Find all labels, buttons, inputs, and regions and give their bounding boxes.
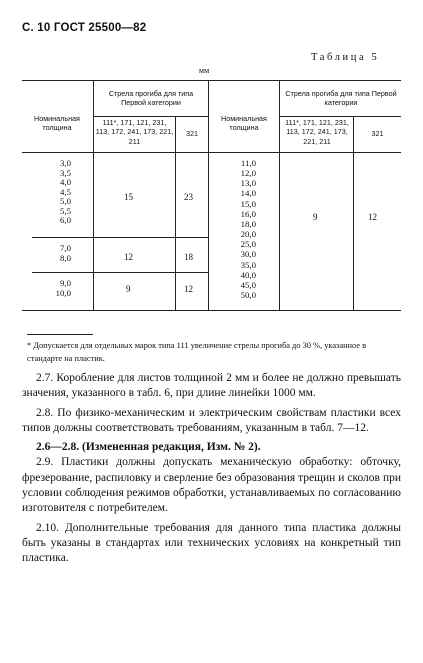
paragraph: 2.8. По физико-механическим и электрическим свойствам пластики всех типов должны соответствовать требованиям, указанным в табл. 7—12.: [22, 406, 401, 434]
table-caption: Таблица 5: [311, 52, 380, 63]
table-cell: 3,0: [60, 158, 71, 168]
table-sub-rule-right: [279, 116, 401, 117]
table-cell: 16,0: [240, 208, 256, 219]
table-cell: 13,0: [240, 178, 256, 189]
table-header-rule: [22, 152, 401, 153]
table-cell: 12: [124, 252, 133, 262]
table-cell: 23: [184, 192, 193, 202]
paragraph: 2.9. Пластики должны допускать механическую обработку: обточку, фрезерование, распиловку и сверление без образования трещин и сколов при условии соблюдения режимов обработки, устанавливаемых по согласованию изготовителя с потребителем.: [22, 456, 401, 515]
thickness-list: [47, 159, 71, 226]
table-cell: 9: [313, 212, 318, 222]
table-sub-rule-left: [93, 116, 208, 117]
amendment-text: 2.6—2.8. (Измененная редакция, Изм. № 2).: [36, 441, 261, 454]
table-cell: 7,0: [60, 243, 71, 253]
footnote-rule: [27, 334, 93, 335]
table-cell: 15: [124, 192, 133, 202]
body-text: [22, 371, 401, 567]
page-header: С. 10 ГОСТ 25500—82: [22, 22, 147, 34]
thickness-list: [47, 279, 71, 298]
table-cell: 30,0: [240, 249, 256, 260]
table-cell: 40,0: [240, 269, 256, 280]
table-cell: 6,0: [60, 215, 71, 226]
table-cell: 4,0: [60, 177, 71, 188]
table-cell: 35,0: [240, 259, 256, 270]
thickness-list: [47, 244, 71, 263]
col-divider: [93, 80, 94, 310]
col-header-types: 111*, 171, 121, 231, 113, 172, 241, 173, 221, 211: [285, 118, 349, 146]
table-cell: 3,5: [60, 167, 71, 178]
col-header-321: 321: [186, 129, 198, 138]
paragraph: 2.7. Коробление для листов толщиной 2 мм и более не должно превышать значения, указанного в табл. 6, при длине линейки 1000 мм.: [22, 372, 401, 400]
table-cell: 14,0: [240, 188, 256, 199]
col-divider: [175, 116, 176, 310]
col-header-321: 321: [371, 129, 384, 138]
table-cell: 8,0: [60, 252, 71, 263]
table-cell: 12: [184, 284, 193, 294]
table-unit: мм: [199, 66, 210, 75]
table-cell: 15,0: [240, 198, 256, 209]
table-cell: 5,0: [60, 196, 71, 207]
table-cell: 20,0: [240, 229, 256, 240]
table-cell: 12: [368, 212, 377, 222]
col-header-thickness: Номинальная толщина: [34, 114, 80, 133]
table-cell: 45,0: [240, 279, 256, 290]
thickness-list: [232, 158, 256, 300]
col-group-header: Стрела прогиба для типа Первой категории: [108, 89, 194, 108]
table-cell: 4,5: [60, 186, 71, 197]
row-divider: [32, 272, 208, 273]
table-cell: 12,0: [240, 168, 256, 179]
table-cell: 50,0: [240, 290, 256, 301]
table-cell: 9,0: [60, 278, 71, 288]
row-divider: [32, 237, 208, 238]
table-cell: 5,5: [60, 205, 71, 216]
col-header-thickness: Номинальная толщина: [221, 114, 267, 133]
col-group-header: Стрела прогиба для типа Первой категории: [285, 89, 397, 108]
col-divider: [279, 80, 280, 310]
col-divider: [353, 116, 354, 310]
table-cell: 18,0: [240, 218, 256, 229]
table-cell: 18: [184, 252, 193, 262]
footnote: * Допускается для отдельных марок типа 111 увеличение стрелы прогиба до 30 %, указанное в стандарте на пластик.: [27, 341, 367, 363]
paragraph-amendment: [22, 440, 401, 455]
table-bottom-rule: [22, 310, 401, 311]
paragraph: 2.10. Дополнительные требования для данного типа пластика должны быть указаны в стандартах или технических условиях на конкретный тип пластика.: [22, 521, 401, 565]
table-cell: 11,0: [240, 158, 256, 168]
table-cell: 10,0: [55, 287, 71, 298]
col-header-types: 111*, 171, 121, 231, 113, 172, 241, 173, 221, 211: [95, 118, 174, 146]
table-top-rule: [22, 80, 401, 81]
table-cell: 25,0: [240, 239, 256, 250]
col-divider: [208, 80, 209, 310]
table-cell: 9: [126, 284, 131, 294]
